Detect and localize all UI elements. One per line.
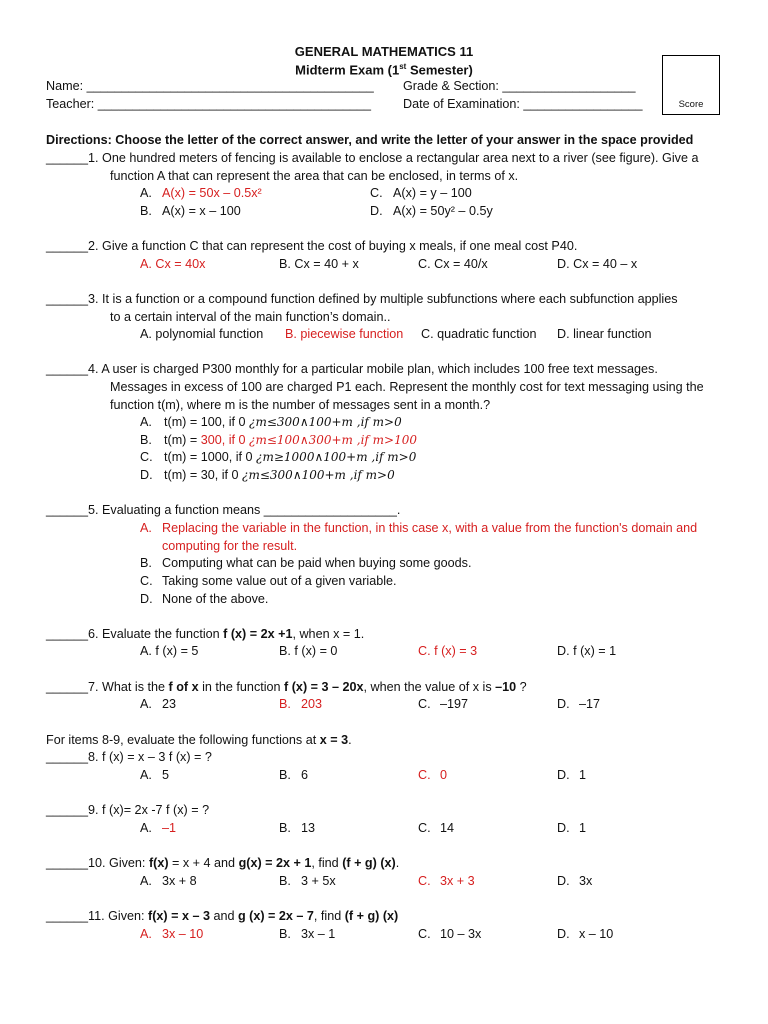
q7-b-letter: B.	[279, 697, 291, 711]
grade-section-field[interactable]: Grade & Section: ___________________	[403, 79, 636, 93]
q1-b-letter: B.	[140, 204, 152, 218]
q10-mid2: , find	[311, 856, 343, 870]
q11-b2: g (x) = 2x – 7	[237, 909, 314, 923]
q4-a-letter: A.	[140, 415, 152, 429]
q6-option-d: D. f (x) = 1	[557, 644, 617, 658]
score-box	[662, 55, 720, 115]
q1-b-text: A(x) = x – 100	[162, 204, 241, 218]
q5-c-text: Taking some value out of a given variable.	[162, 574, 397, 588]
q4-b-math: ¿m≤100∧300+m ,if m>100	[249, 433, 417, 447]
q10-d-text: 3x	[579, 874, 593, 888]
q11-b-letter: B.	[279, 927, 291, 941]
q4-a-math: ¿m≤300∧100+m ,if m>0	[249, 415, 402, 429]
intro-post: .	[348, 733, 352, 747]
q6-option-a: A. f (x) = 5	[140, 644, 199, 658]
q8-b-text: 6	[301, 768, 309, 782]
q4-d-pre: t(m) = 30, if 0	[164, 468, 243, 482]
q4-a-pre: t(m) = 100, if 0	[164, 415, 250, 429]
q7-d-text: –17	[579, 697, 601, 711]
date-field[interactable]: Date of Examination: _________________	[403, 97, 643, 111]
q10-a-letter: A.	[140, 874, 152, 888]
subtitle-sup: st	[399, 62, 407, 71]
q9-a-text: –1	[162, 821, 177, 835]
q4-b-letter: B.	[140, 433, 152, 447]
q1-c-text: A(x) = y – 100	[393, 186, 472, 200]
q8-d-letter: D.	[557, 768, 570, 782]
subtitle-pre: Midterm Exam (1	[295, 62, 400, 78]
q4-option-d	[164, 469, 395, 482]
q4-option-a	[164, 416, 402, 429]
q4-c-letter: C.	[140, 450, 153, 464]
q2-option-c: C. Cx = 40/x	[418, 257, 488, 271]
q5-b-text: Computing what can be paid when buying some goods.	[162, 556, 472, 570]
q7-a-text: 23	[162, 697, 177, 711]
q9-a-letter: A.	[140, 821, 152, 835]
q1-line1: ______1. One hundred meters of fencing is available to enclose a rectangular area next to a river (see figure). Give a	[46, 151, 699, 165]
q4-b-red: 300, if 0	[200, 433, 250, 447]
q3-line1: ______3. It is a function or a compound function defined by multiple subfunctions where each subfunction applies	[46, 292, 678, 306]
q7-mid1: in the function	[198, 680, 285, 694]
q1-d-letter: D.	[370, 204, 383, 218]
q5-a-letter: A.	[140, 521, 152, 535]
items-8-9-intro	[46, 734, 352, 747]
q11-d-text: x – 10	[579, 927, 614, 941]
intro-pre: For items 8-9, evaluate the following functions at	[46, 733, 320, 747]
q8-b-letter: B.	[279, 768, 291, 782]
q1-a-letter: A.	[140, 186, 152, 200]
q7-c-letter: C.	[418, 697, 431, 711]
q5-a-line1: Replacing the variable in the function, in this case x, with a value from the function's domain and	[162, 521, 698, 535]
q10-line1	[46, 857, 399, 870]
q2-line1: ______2. Give a function C that can represent the cost of buying x meals, if one meal cost P40.	[46, 239, 578, 253]
q3-option-a: A. polynomial function	[140, 327, 264, 341]
q4-option-c	[164, 451, 416, 464]
q9-d-letter: D.	[557, 821, 570, 835]
q4-line3: function t(m), where m is the number of messages sent in a month.?	[110, 398, 491, 412]
q9-c-letter: C.	[418, 821, 431, 835]
q3-option-d: D. linear function	[557, 327, 652, 341]
q5-b-letter: B.	[140, 556, 152, 570]
q11-pre: ______11. Given:	[46, 909, 148, 923]
q9-line1: ______9. f (x)= 2x -7 f (x) = ?	[46, 803, 210, 817]
q7-b3: –10	[495, 680, 517, 694]
teacher-field[interactable]: Teacher: _______________________________________	[46, 97, 371, 111]
q4-c-math: ¿m≥1000∧100+m ,if m>0	[256, 450, 417, 464]
q10-d-letter: D.	[557, 874, 570, 888]
q11-d-letter: D.	[557, 927, 570, 941]
q5-line1: ______5. Evaluating a function means ___________________.	[46, 503, 401, 517]
q11-mid2: , find	[313, 909, 345, 923]
q7-b-text: 203	[301, 697, 323, 711]
q7-d-letter: D.	[557, 697, 570, 711]
q5-a-line2: computing for the result.	[162, 539, 298, 553]
q8-a-text: 5	[162, 768, 170, 782]
q4-c-pre: t(m) = 1000, if 0	[164, 450, 257, 464]
q2-option-a: A. Cx = 40x	[140, 257, 206, 271]
q10-c-text: 3x + 3	[440, 874, 475, 888]
q10-b2: g(x) = 2x + 1	[238, 856, 312, 870]
q11-c-letter: C.	[418, 927, 431, 941]
score-label: Score	[678, 99, 704, 110]
exam-subtitle	[0, 63, 768, 76]
q8-c-letter: C.	[418, 768, 431, 782]
q6-option-c: C. f (x) = 3	[418, 644, 478, 658]
q8-c-text: 0	[440, 768, 448, 782]
q11-line1	[46, 910, 398, 923]
q2-option-b: B. Cx = 40 + x	[279, 257, 359, 271]
name-field[interactable]: Name: _________________________________________	[46, 79, 374, 93]
q10-b-text: 3 + 5x	[301, 874, 336, 888]
q6-bold: f (x) = 2x +1	[223, 627, 293, 641]
q5-d-text: None of the above.	[162, 592, 269, 606]
q10-b3: (f + g) (x)	[342, 856, 396, 870]
q4-line1: ______4. A user is charged P300 monthly for a particular mobile plan, which includes 100 free text messages.	[46, 362, 658, 376]
q3-option-b: B. piecewise function	[285, 327, 404, 341]
q9-b-letter: B.	[279, 821, 291, 835]
q7-b1: f of x	[168, 680, 199, 694]
q7-line1	[46, 681, 527, 694]
q11-b1: f(x) = x – 3	[148, 909, 210, 923]
exam-title: GENERAL MATHEMATICS 11	[294, 44, 474, 59]
q8-line1: ______8. f (x) = x – 3 f (x) = ?	[46, 750, 212, 764]
q8-a-letter: A.	[140, 768, 152, 782]
q6-pre: ______6. Evaluate the function	[46, 627, 224, 641]
q4-line2: Messages in excess of 100 are charged P1 each. Represent the monthly cost for text messaging using the	[110, 380, 704, 394]
q9-b-text: 13	[301, 821, 316, 835]
q10-a-text: 3x + 8	[162, 874, 197, 888]
q9-c-text: 14	[440, 821, 455, 835]
q6-post: , when x = 1.	[292, 627, 365, 641]
q11-a-text: 3x – 10	[162, 927, 204, 941]
q9-d-text: 1	[579, 821, 587, 835]
q7-post: ?	[516, 680, 527, 694]
q11-a-letter: A.	[140, 927, 152, 941]
q7-c-text: –197	[440, 697, 469, 711]
q4-option-b	[164, 434, 417, 447]
directions: Directions: Choose the letter of the correct answer, and write the letter of your answer in the space provided	[46, 133, 694, 147]
q10-b1: f(x)	[148, 856, 169, 870]
q4-d-math: ¿m≤300∧100+m ,if m>0	[242, 468, 395, 482]
q7-a-letter: A.	[140, 697, 152, 711]
q5-d-letter: D.	[140, 592, 153, 606]
q10-pre: ______10. Given:	[46, 856, 149, 870]
q11-mid1: and	[209, 909, 238, 923]
q8-d-text: 1	[579, 768, 587, 782]
q7-pre: ______7. What is the	[46, 680, 169, 694]
q2-option-d: D. Cx = 40 – x	[557, 257, 638, 271]
q11-b3: (f + g) (x)	[344, 909, 399, 923]
q6-option-b: B. f (x) = 0	[279, 644, 338, 658]
q1-a-text: A(x) = 50x – 0.5x²	[162, 186, 262, 200]
q10-mid1: = x + 4 and	[168, 856, 239, 870]
q4-b-pre: t(m) =	[164, 433, 201, 447]
q3-line2: to a certain interval of the main function’s domain..	[110, 310, 391, 324]
q10-post: .	[395, 856, 400, 870]
q1-d-text: A(x) = 50y² – 0.5y	[393, 204, 493, 218]
q7-mid2: , when the value of x is	[363, 680, 496, 694]
q6-line1	[46, 628, 364, 641]
q10-b-letter: B.	[279, 874, 291, 888]
q11-c-text: 10 – 3x	[440, 927, 482, 941]
q7-b2: f (x) = 3 – 20x	[284, 680, 364, 694]
q11-b-text: 3x – 1	[301, 927, 336, 941]
q1-c-letter: C.	[370, 186, 383, 200]
q1-line2: function A that can represent the area that can be enclosed, in terms of x.	[110, 169, 519, 183]
subtitle-post: Semester)	[406, 62, 473, 78]
q5-c-letter: C.	[140, 574, 153, 588]
intro-bold: x = 3	[319, 733, 349, 747]
q3-option-c: C. quadratic function	[421, 327, 537, 341]
q4-d-letter: D.	[140, 468, 153, 482]
q10-c-letter: C.	[418, 874, 431, 888]
